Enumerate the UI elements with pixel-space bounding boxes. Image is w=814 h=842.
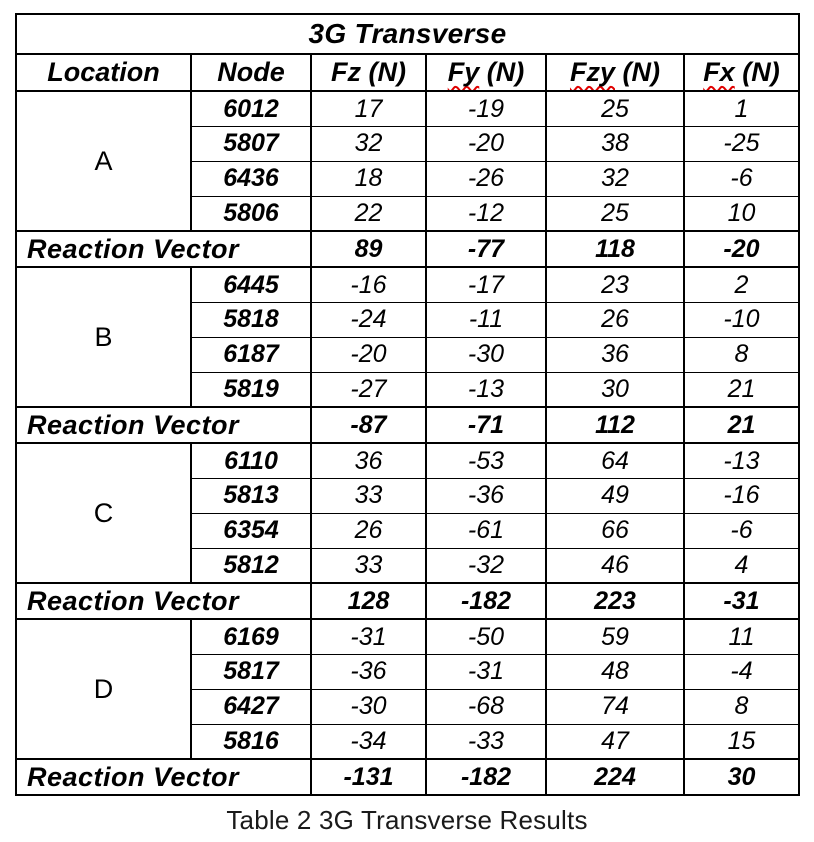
force-value-cell: 10 — [684, 196, 799, 231]
node-cell: 5806 — [191, 196, 311, 231]
force-value-cell: -24 — [311, 302, 426, 337]
node-cell: 5817 — [191, 654, 311, 689]
force-value-cell: 25 — [546, 91, 684, 126]
reaction-label-cell: Reaction Vector — [16, 583, 311, 619]
force-value-cell: 25 — [546, 196, 684, 231]
col-header-fzy — [546, 54, 684, 91]
force-value-cell: -30 — [426, 337, 546, 372]
node-cell: 6445 — [191, 267, 311, 302]
force-value-cell: -6 — [684, 513, 799, 548]
node-cell: 6436 — [191, 161, 311, 196]
reaction-row — [16, 231, 799, 267]
force-value-cell: -50 — [426, 619, 546, 654]
force-value-cell: 18 — [311, 161, 426, 196]
reaction-value-cell: -77 — [426, 231, 546, 267]
force-value-cell: -32 — [426, 548, 546, 583]
node-cell: 6187 — [191, 337, 311, 372]
force-value-cell: -68 — [426, 689, 546, 724]
node-cell: 5818 — [191, 302, 311, 337]
force-value-cell: -17 — [426, 267, 546, 302]
node-row — [16, 619, 799, 654]
col-header-fx-word: Fx — [703, 57, 735, 88]
force-value-cell: 4 — [684, 548, 799, 583]
force-value-cell: -11 — [426, 302, 546, 337]
force-value-cell: 38 — [546, 126, 684, 161]
reaction-label-cell: Reaction Vector — [16, 759, 311, 795]
force-value-cell: 30 — [546, 372, 684, 407]
reaction-value-cell: 224 — [546, 759, 684, 795]
reaction-value-cell: -20 — [684, 231, 799, 267]
force-value-cell: -20 — [311, 337, 426, 372]
force-value-cell: -13 — [684, 443, 799, 478]
col-header-fz-unit: (N) — [368, 57, 406, 88]
reaction-row — [16, 407, 799, 443]
reaction-value-cell: -182 — [426, 583, 546, 619]
force-value-cell: 22 — [311, 196, 426, 231]
force-value-cell: -25 — [684, 126, 799, 161]
force-value-cell: -26 — [426, 161, 546, 196]
force-value-cell: 21 — [684, 372, 799, 407]
force-value-cell: 8 — [684, 689, 799, 724]
force-value-cell: 17 — [311, 91, 426, 126]
force-value-cell: -20 — [426, 126, 546, 161]
force-value-cell: 66 — [546, 513, 684, 548]
force-value-cell: 26 — [311, 513, 426, 548]
node-row — [16, 91, 799, 126]
force-value-cell: 46 — [546, 548, 684, 583]
table-title-row — [16, 14, 799, 54]
reaction-value-cell: 30 — [684, 759, 799, 795]
force-value-cell: -36 — [426, 478, 546, 513]
force-value-cell: 15 — [684, 724, 799, 759]
force-value-cell: 2 — [684, 267, 799, 302]
force-value-cell: -12 — [426, 196, 546, 231]
location-cell: A — [16, 91, 191, 231]
force-value-cell: 33 — [311, 478, 426, 513]
force-value-cell: -27 — [311, 372, 426, 407]
col-header-fz — [311, 54, 426, 91]
reaction-value-cell: -31 — [684, 583, 799, 619]
reaction-value-cell: -182 — [426, 759, 546, 795]
force-value-cell: 64 — [546, 443, 684, 478]
node-cell: 5812 — [191, 548, 311, 583]
force-value-cell: -34 — [311, 724, 426, 759]
force-value-cell: -53 — [426, 443, 546, 478]
transverse-results-table — [15, 13, 800, 796]
node-cell: 6169 — [191, 619, 311, 654]
node-row — [16, 443, 799, 478]
node-cell: 6110 — [191, 443, 311, 478]
reaction-row — [16, 759, 799, 795]
force-value-cell: -19 — [426, 91, 546, 126]
force-value-cell: -16 — [311, 267, 426, 302]
reaction-value-cell: -87 — [311, 407, 426, 443]
force-value-cell: 32 — [311, 126, 426, 161]
force-value-cell: 49 — [546, 478, 684, 513]
force-value-cell: -6 — [684, 161, 799, 196]
col-header-fzy-word: Fzy — [569, 57, 615, 88]
node-cell: 5813 — [191, 478, 311, 513]
col-header-fy — [426, 54, 546, 91]
force-value-cell: -13 — [426, 372, 546, 407]
force-value-cell: -31 — [311, 619, 426, 654]
table-caption: Table 2 3G Transverse Results — [226, 805, 588, 835]
reaction-row — [16, 583, 799, 619]
force-value-cell: 59 — [546, 619, 684, 654]
col-header-fx-unit: (N) — [742, 57, 780, 88]
force-value-cell: -61 — [426, 513, 546, 548]
node-cell: 6427 — [191, 689, 311, 724]
force-value-cell: 8 — [684, 337, 799, 372]
reaction-value-cell: 128 — [311, 583, 426, 619]
force-value-cell: -16 — [684, 478, 799, 513]
force-value-cell: -30 — [311, 689, 426, 724]
force-value-cell: 23 — [546, 267, 684, 302]
reaction-value-cell: -131 — [311, 759, 426, 795]
force-value-cell: -36 — [311, 654, 426, 689]
location-cell: C — [16, 443, 191, 583]
reaction-value-cell: 89 — [311, 231, 426, 267]
results-table-body — [16, 91, 799, 795]
force-value-cell: 32 — [546, 161, 684, 196]
table-header-row — [16, 54, 799, 91]
force-value-cell: 48 — [546, 654, 684, 689]
node-cell: 6012 — [191, 91, 311, 126]
col-header-location: Location — [16, 54, 191, 91]
reaction-label-cell: Reaction Vector — [16, 231, 311, 267]
col-header-fz-word: Fz — [331, 57, 361, 88]
force-value-cell: 11 — [684, 619, 799, 654]
table-title: 3G Transverse — [16, 14, 799, 54]
force-value-cell: 1 — [684, 91, 799, 126]
force-value-cell: -10 — [684, 302, 799, 337]
node-cell: 5807 — [191, 126, 311, 161]
force-value-cell: 36 — [311, 443, 426, 478]
force-value-cell: 74 — [546, 689, 684, 724]
reaction-value-cell: -71 — [426, 407, 546, 443]
reaction-value-cell: 118 — [546, 231, 684, 267]
force-value-cell: -31 — [426, 654, 546, 689]
force-value-cell: 36 — [546, 337, 684, 372]
col-header-fy-word: Fy — [447, 57, 480, 88]
reaction-value-cell: 112 — [546, 407, 684, 443]
node-cell: 5819 — [191, 372, 311, 407]
node-cell: 5816 — [191, 724, 311, 759]
force-value-cell: -33 — [426, 724, 546, 759]
location-cell: D — [16, 619, 191, 759]
col-header-node: Node — [191, 54, 311, 91]
force-value-cell: 26 — [546, 302, 684, 337]
force-value-cell: 33 — [311, 548, 426, 583]
col-header-fzy-unit: (N) — [622, 57, 660, 88]
node-cell: 6354 — [191, 513, 311, 548]
reaction-value-cell: 21 — [684, 407, 799, 443]
col-header-fy-unit: (N) — [486, 57, 525, 88]
force-value-cell: -4 — [684, 654, 799, 689]
reaction-value-cell: 223 — [546, 583, 684, 619]
col-header-fx — [684, 54, 799, 91]
node-row — [16, 267, 799, 302]
reaction-label-cell: Reaction Vector — [16, 407, 311, 443]
location-cell: B — [16, 267, 191, 407]
force-value-cell: 47 — [546, 724, 684, 759]
